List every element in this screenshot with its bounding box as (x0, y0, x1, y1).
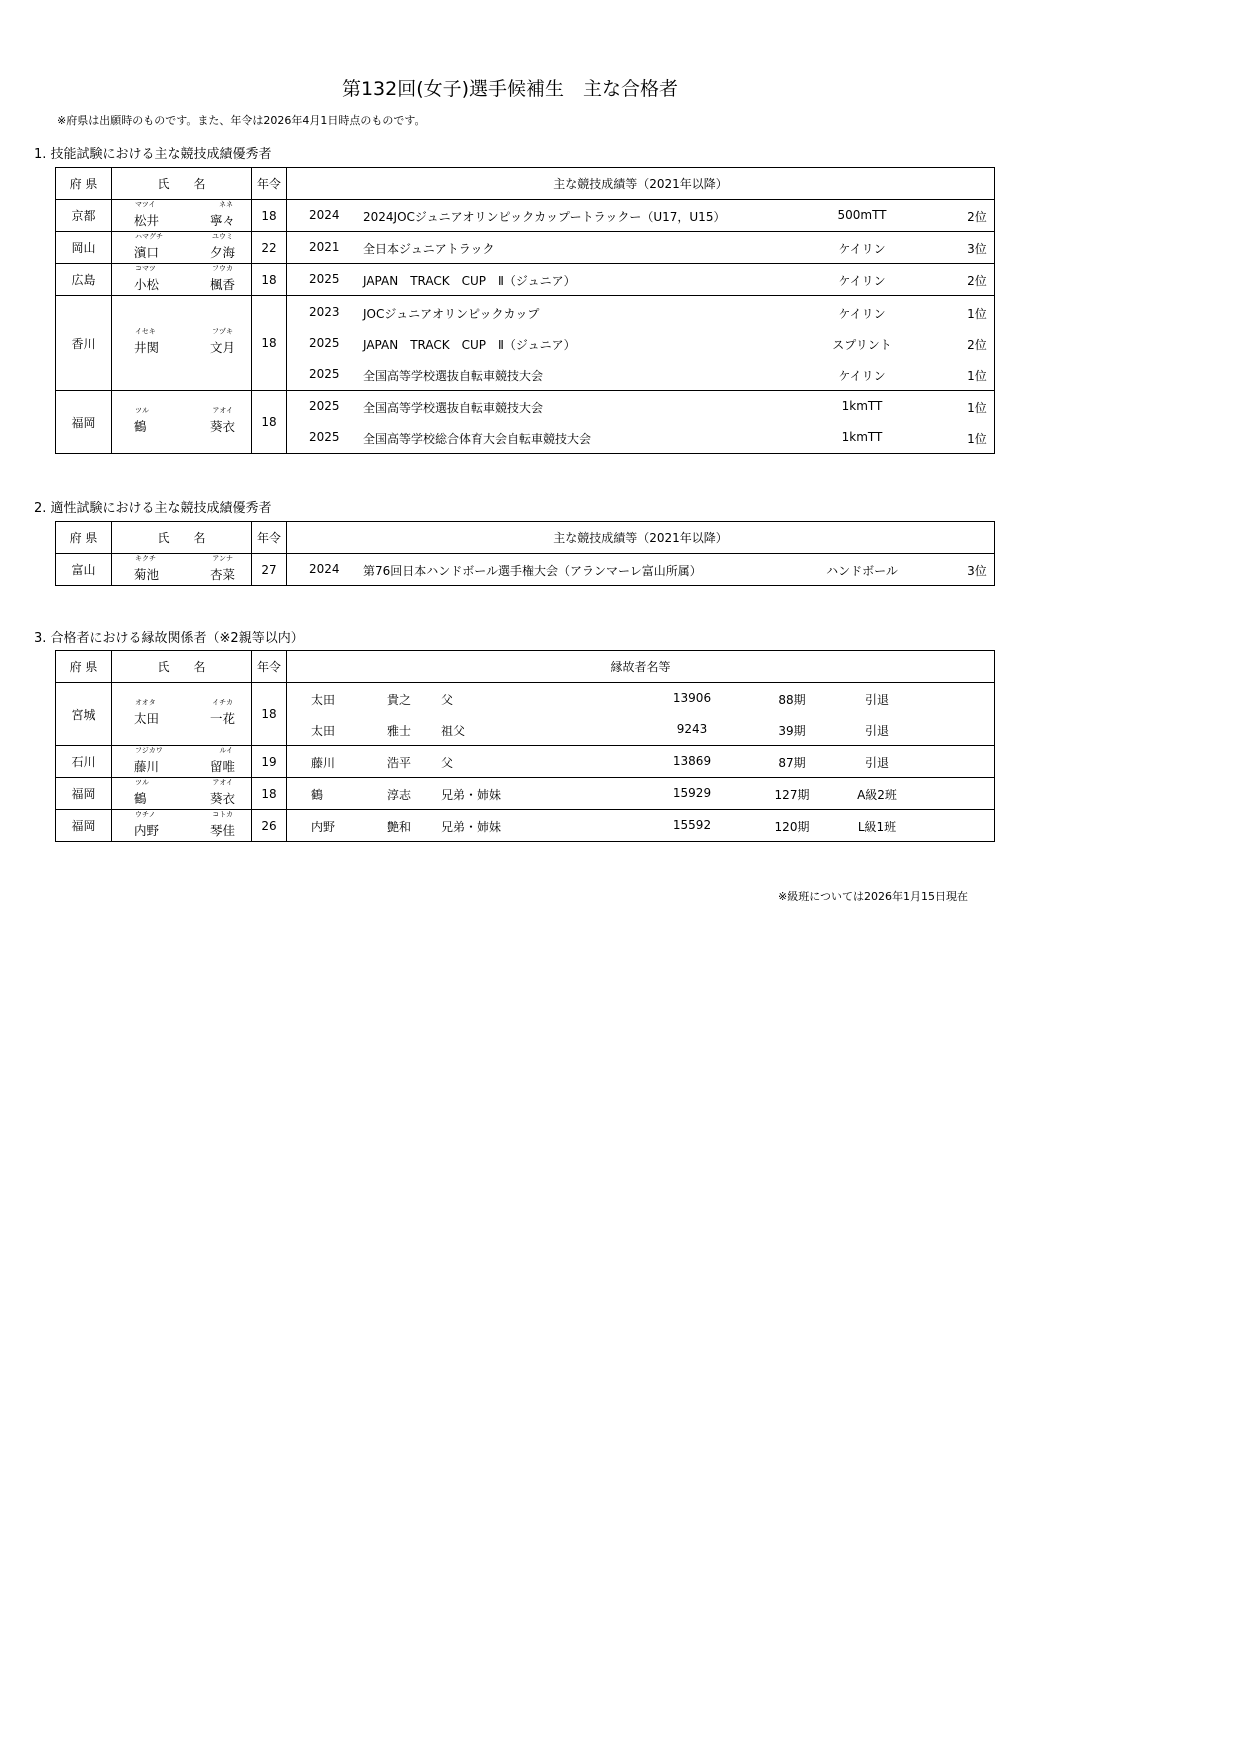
family-name: 太田 (134, 710, 160, 726)
family-kana: コマツ (135, 264, 156, 272)
given-name: 葵衣 (209, 790, 235, 806)
family-kana: イセキ (135, 327, 156, 336)
result-line (287, 328, 994, 359)
pref-cell: 宮城 (56, 683, 112, 746)
relative-given-name: 艶和 (387, 820, 412, 834)
header-relatives: 縁故者名等 (287, 651, 995, 683)
given-name: 夕海 (209, 244, 235, 260)
term: 87期 (778, 756, 806, 770)
header-pref: 府 県 (56, 651, 112, 683)
family-name: 濱口 (134, 244, 160, 260)
relation: 祖父 (441, 724, 466, 738)
status: A級2班 (857, 788, 897, 802)
relation: 父 (441, 693, 454, 707)
age-cell: 18 (252, 296, 287, 391)
table-row (56, 683, 995, 746)
results-cell (287, 264, 995, 296)
result-event: 全国高等学校選抜自転車競技大会 (363, 401, 544, 415)
result-line (287, 200, 994, 231)
result-event: JOCジュニアオリンピックカップ (363, 306, 540, 321)
family-name: 井関 (134, 339, 160, 355)
result-place: 2位 (967, 337, 987, 352)
result-event: 2024JOCジュニアオリンピックカップートラックー（U17，U15） (363, 210, 726, 224)
results-cell (287, 554, 995, 586)
relatives-cell (287, 778, 995, 810)
family-name: 鶴 (134, 790, 147, 806)
family-name: 松井 (134, 212, 160, 228)
name-cell (112, 264, 252, 296)
relative-family-name: 鶴 (311, 788, 324, 802)
family-kana: ハマグチ (135, 232, 163, 240)
relatives-cell (287, 810, 995, 842)
result-type: 500mTT (837, 208, 887, 222)
registration-number: 15592 (672, 818, 712, 832)
name-cell (112, 554, 252, 586)
family-kana: オオタ (135, 698, 156, 707)
result-place: 1位 (967, 432, 987, 446)
footer-note: ※級班については2026年1月15日現在 (778, 890, 968, 903)
family-name: 菊池 (134, 566, 160, 582)
family-name: 鶴 (134, 418, 147, 434)
result-type: 1kmTT (841, 430, 883, 444)
result-type: ケイリン (838, 242, 886, 256)
name-cell (112, 683, 252, 746)
given-kana: フウカ (212, 264, 233, 272)
result-event: 第76回日本ハンドボール選手権大会（アランマーレ富山所属） (363, 564, 702, 578)
age-cell: 18 (252, 391, 287, 454)
header-name: 氏 名 (112, 168, 252, 200)
relative-family-name: 内野 (311, 820, 336, 834)
section-3-heading: 3. 合格者における縁故関係者（※2親等以内） (34, 631, 304, 646)
result-line (287, 359, 994, 390)
result-type: 1kmTT (841, 399, 883, 413)
results-cell (287, 296, 995, 391)
family-kana: ツル (135, 406, 149, 415)
header-age: 年令 (252, 522, 287, 554)
table-row (56, 232, 995, 264)
table-aptitude-test (55, 521, 995, 586)
header-pref: 府 県 (56, 522, 112, 554)
result-line (287, 422, 994, 453)
table-row (56, 746, 995, 778)
name-cell (112, 810, 252, 842)
header-name: 氏 名 (112, 651, 252, 683)
pref-cell: 広島 (56, 264, 112, 296)
given-name: 一花 (209, 710, 235, 726)
result-type: ハンドボール (826, 564, 898, 578)
results-cell (287, 200, 995, 232)
name-cell (112, 296, 252, 391)
registration-number: 9243 (676, 722, 708, 736)
result-event: 全日本ジュニアトラック (363, 242, 495, 256)
status: L級1班 (857, 820, 897, 834)
result-year: 2021 (309, 240, 340, 254)
pref-cell: 京都 (56, 200, 112, 232)
pref-cell: 岡山 (56, 232, 112, 264)
family-name: 内野 (134, 822, 160, 838)
family-name: 小松 (134, 276, 160, 292)
pref-cell: 福岡 (56, 391, 112, 454)
result-place: 3位 (967, 564, 987, 578)
name-cell (112, 391, 252, 454)
result-event: 全国高等学校選抜自転車競技大会 (363, 368, 544, 383)
result-place: 3位 (967, 242, 987, 256)
header-results: 主な競技成績等（2021年以降） (287, 522, 995, 554)
relative-line (287, 810, 994, 841)
relation: 兄弟・姉妹 (441, 820, 502, 834)
age-cell: 27 (252, 554, 287, 586)
given-kana: ネネ (219, 200, 233, 208)
result-line (287, 232, 994, 263)
relative-line (287, 778, 994, 809)
result-year: 2025 (309, 366, 340, 381)
pref-cell: 富山 (56, 554, 112, 586)
table-row (56, 554, 995, 586)
family-name: 藤川 (134, 758, 160, 774)
result-place: 1位 (967, 368, 987, 383)
result-year: 2025 (309, 335, 340, 350)
relative-family-name: 藤川 (311, 756, 336, 770)
result-type: ケイリン (838, 274, 886, 288)
given-name: 留唯 (209, 758, 235, 774)
results-cell (287, 232, 995, 264)
relative-given-name: 浩平 (387, 756, 412, 770)
given-kana: アンナ (212, 554, 233, 562)
section-2-heading: 2. 適性試験における主な競技成績優秀者 (34, 501, 272, 516)
relative-given-name: 淳志 (387, 788, 412, 802)
table-row (56, 778, 995, 810)
age-cell: 22 (252, 232, 287, 264)
header-results: 主な競技成績等（2021年以降） (287, 168, 995, 200)
result-type: ケイリン (838, 368, 886, 383)
result-year: 2023 (309, 304, 340, 319)
relative-family-name: 太田 (311, 724, 336, 738)
result-year: 2025 (309, 430, 340, 444)
term: 127期 (774, 788, 810, 802)
result-type: ケイリン (838, 306, 886, 321)
name-cell (112, 200, 252, 232)
result-line (287, 391, 994, 422)
pref-cell: 福岡 (56, 778, 112, 810)
result-line (287, 554, 994, 585)
term: 88期 (778, 693, 806, 707)
family-kana: ツル (135, 778, 149, 786)
registration-number: 15929 (672, 786, 712, 800)
given-name: 葵衣 (209, 418, 235, 434)
given-kana: フヅキ (212, 327, 233, 336)
family-kana: フジカワ (135, 746, 163, 754)
result-line (287, 264, 994, 295)
result-place: 1位 (967, 306, 987, 321)
result-year: 2024 (309, 562, 340, 576)
relation: 父 (441, 756, 454, 770)
result-year: 2025 (309, 399, 340, 413)
relatives-cell (287, 683, 995, 746)
table-row (56, 200, 995, 232)
section-1-heading: 1. 技能試験における主な競技成績優秀者 (34, 147, 272, 162)
given-kana: コトカ (212, 810, 233, 818)
status: 引退 (864, 756, 889, 770)
pref-cell: 石川 (56, 746, 112, 778)
table-row (56, 810, 995, 842)
age-cell: 18 (252, 683, 287, 746)
given-kana: ユウミ (212, 232, 233, 240)
header-age: 年令 (252, 651, 287, 683)
given-name: 寧々 (209, 212, 235, 228)
pref-cell: 福岡 (56, 810, 112, 842)
header-name: 氏 名 (112, 522, 252, 554)
page-title: 第132回(女子)選手候補生 主な合格者 (341, 78, 679, 100)
registration-number: 13869 (672, 754, 712, 768)
relative-given-name: 貴之 (387, 693, 412, 707)
age-cell: 19 (252, 746, 287, 778)
age-cell: 18 (252, 778, 287, 810)
relative-line (287, 746, 994, 777)
table-relatives (55, 650, 995, 842)
result-type: スプリント (832, 337, 892, 352)
given-kana: アオイ (212, 778, 233, 786)
result-line (287, 297, 994, 328)
family-kana: マツイ (135, 200, 156, 208)
given-kana: イチカ (212, 698, 233, 707)
family-kana: ウチノ (135, 810, 156, 818)
term: 39期 (778, 724, 806, 738)
result-event: JAPAN TRACK CUP Ⅱ（ジュニア） (363, 274, 576, 288)
age-cell: 26 (252, 810, 287, 842)
given-name: 琴佳 (209, 822, 235, 838)
results-cell (287, 391, 995, 454)
result-event: JAPAN TRACK CUP Ⅱ（ジュニア） (363, 337, 576, 352)
result-event: 全国高等学校総合体育大会自転車競技大会 (363, 432, 592, 446)
result-year: 2025 (309, 272, 340, 286)
pref-cell: 香川 (56, 296, 112, 391)
given-name: 楓香 (209, 276, 235, 292)
relative-family-name: 太田 (311, 693, 336, 707)
status: 引退 (864, 693, 889, 707)
given-kana: アオイ (212, 406, 233, 415)
result-place: 2位 (967, 210, 987, 224)
status: 引退 (864, 724, 889, 738)
relative-given-name: 雅士 (387, 724, 412, 738)
note-text: ※府県は出願時のものです。また、年令は2026年4月1日時点のものです。 (57, 114, 426, 127)
table-row (56, 264, 995, 296)
table-skill-test (55, 167, 995, 454)
family-kana: キクチ (135, 554, 156, 562)
relative-line (287, 683, 994, 714)
given-name: 文月 (209, 339, 235, 355)
table-row (56, 391, 995, 454)
relatives-cell (287, 746, 995, 778)
name-cell (112, 778, 252, 810)
relation: 兄弟・姉妹 (441, 788, 502, 802)
relative-line (287, 714, 994, 745)
age-cell: 18 (252, 200, 287, 232)
result-year: 2024 (309, 208, 340, 222)
age-cell: 18 (252, 264, 287, 296)
term: 120期 (774, 820, 810, 834)
result-place: 1位 (967, 401, 987, 415)
registration-number: 13906 (672, 691, 712, 705)
header-pref: 府 県 (56, 168, 112, 200)
given-kana: ルイ (219, 746, 233, 754)
result-place: 2位 (967, 274, 987, 288)
name-cell (112, 746, 252, 778)
name-cell (112, 232, 252, 264)
table-row (56, 296, 995, 391)
given-name: 杏菜 (209, 566, 235, 582)
header-age: 年令 (252, 168, 287, 200)
